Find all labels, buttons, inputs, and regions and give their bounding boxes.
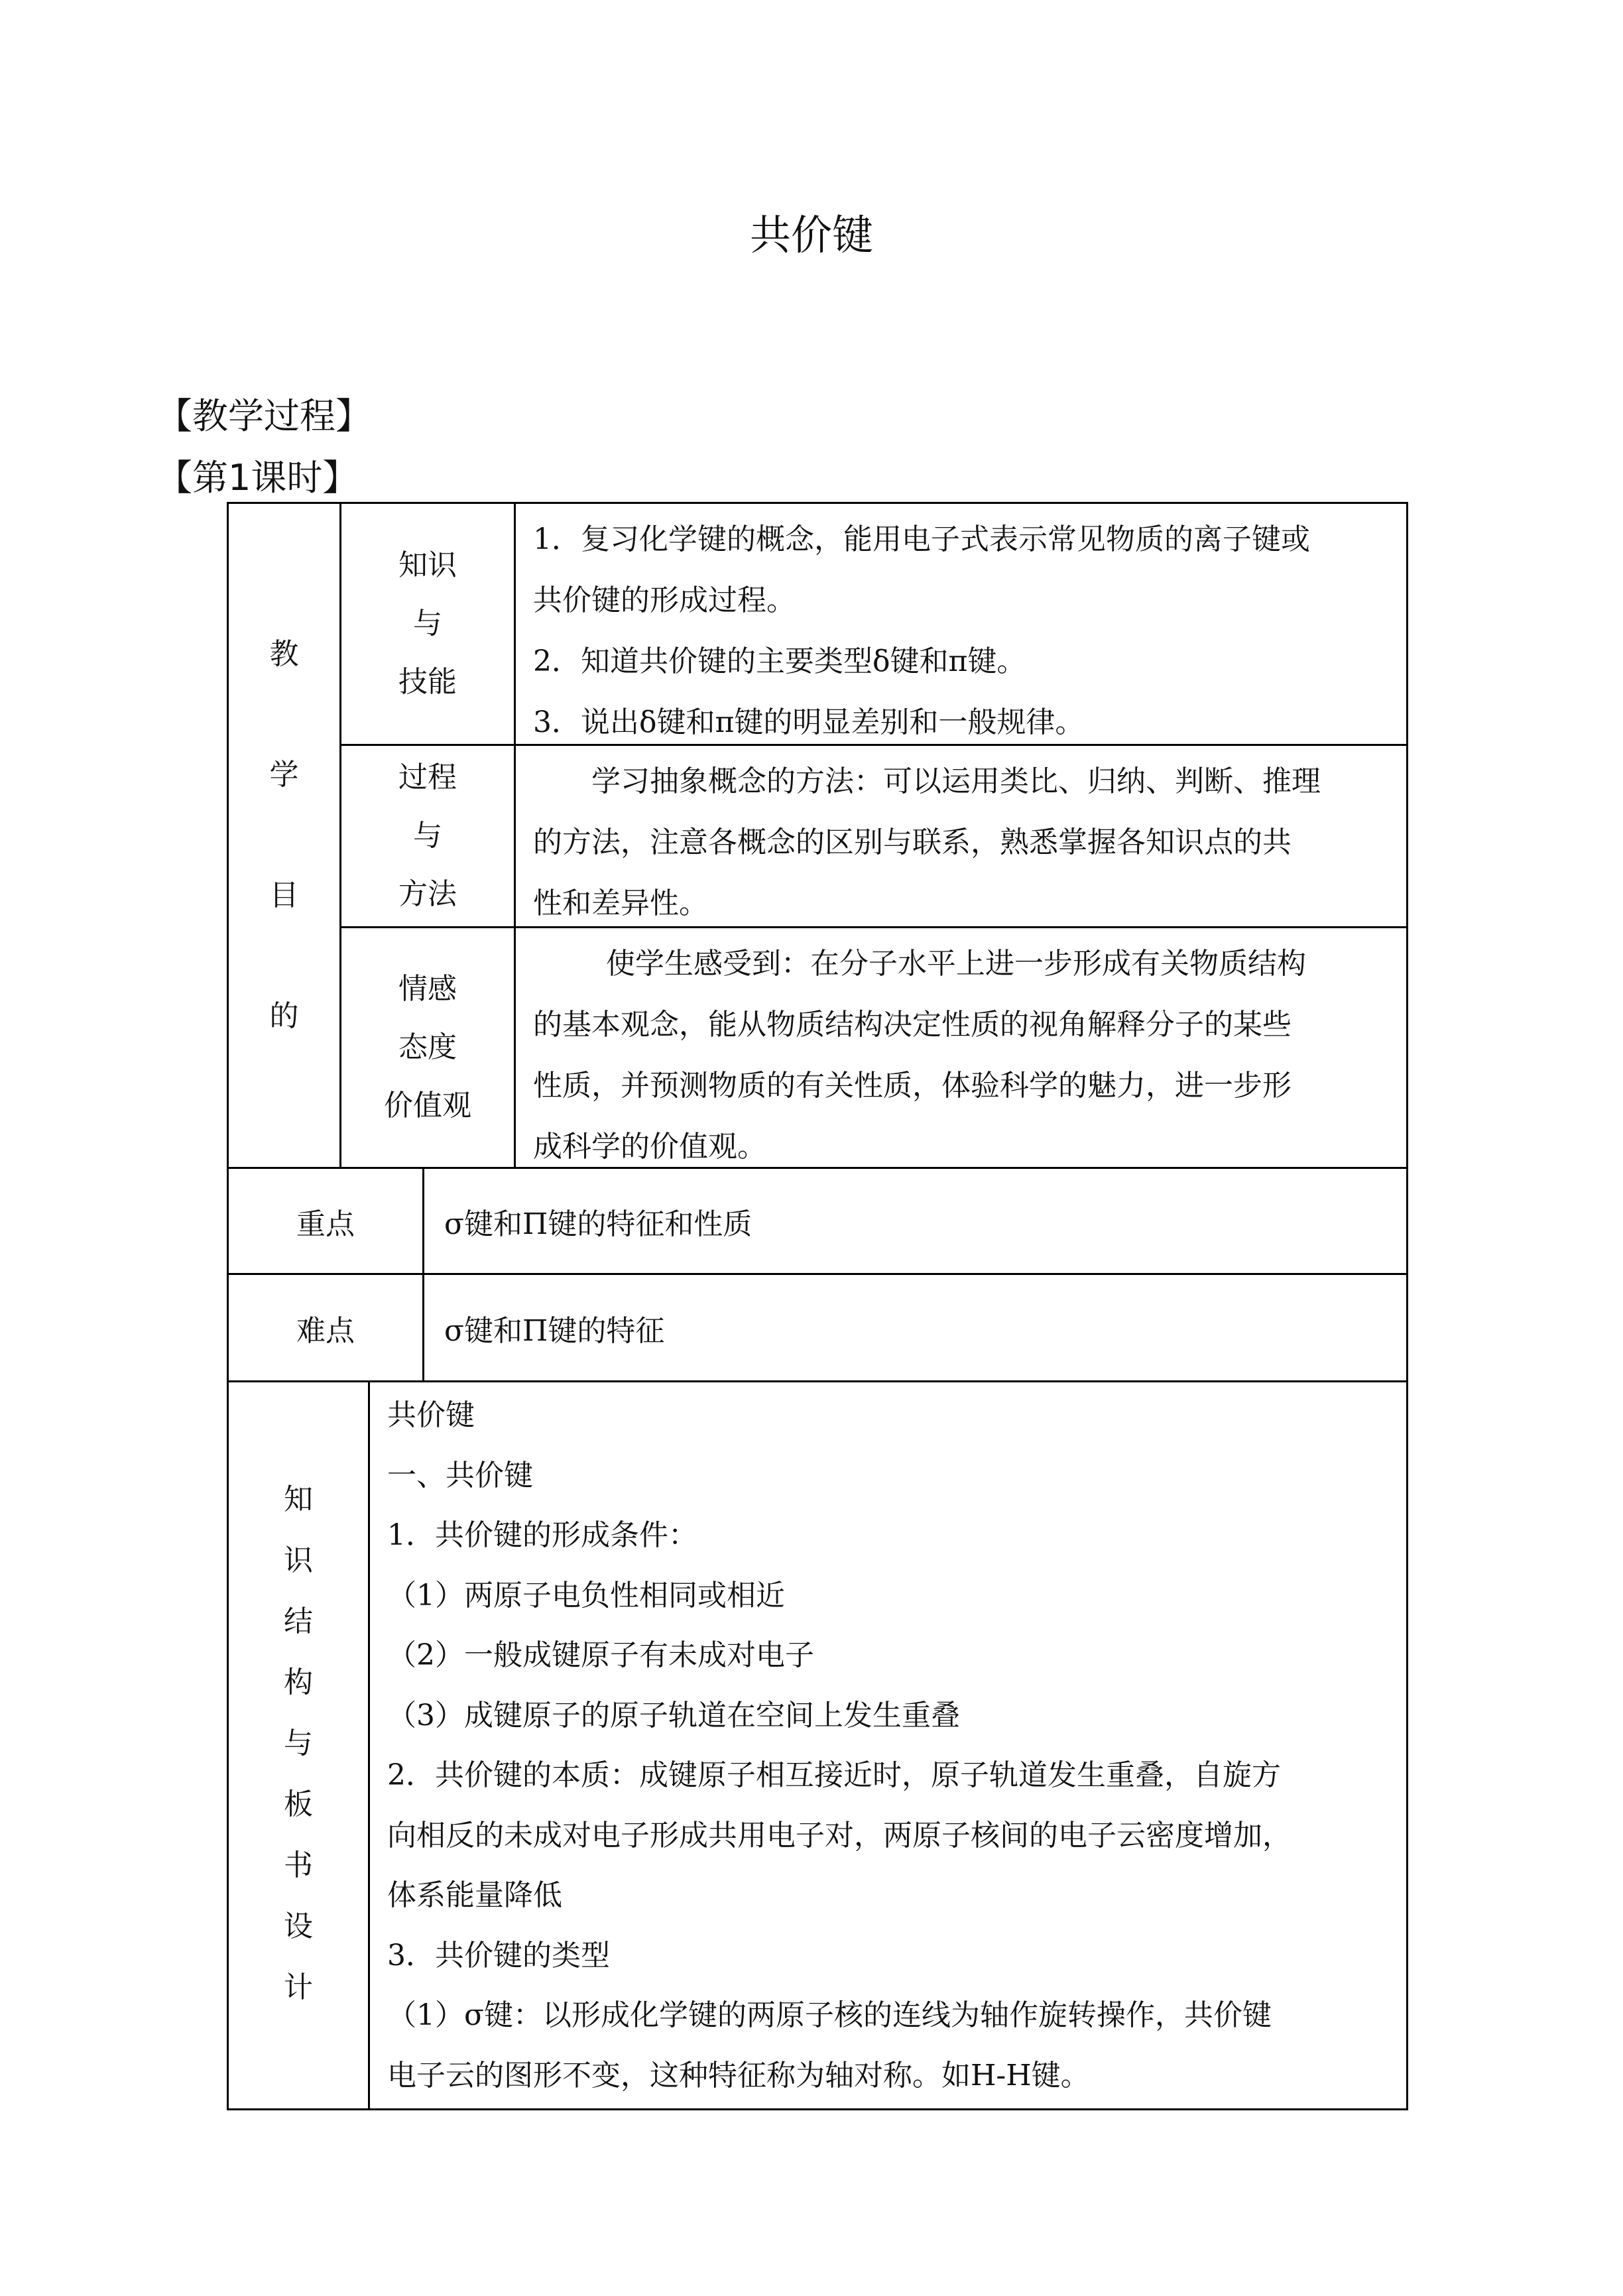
key-point-label: 重点 (296, 1207, 355, 1241)
objective-content-emotion-values: 使学生感受到：在分子水平上进一步形成有关物质结构 的基本观念，能从物质结构决定性质的视角解释分子的某些 性质，并预测物质的有关性质，体验科学的魅力，进一步形 成科学的价值观。 (533, 947, 1306, 1164)
knowledge-content: 共价键 一、共价键 1．共价键的形成条件： （1）两原子电负性相同或相近 （2）一般成键原子有未成对电子 （3）成键原子的原子轨道在空间上发生重叠 2．共价键的本质：成键原子相互接近时，原子轨道发生重叠，自旋方 向相反的未成对电子形成共用电子对，两原子核间的电子云密度增加， 体系能量降低 3．共价键的类型 （1）σ键：以形成化学键的两原子核的连线为轴作旋转操作，共价键 电子云的图形不变，这种特征称为轴对称。如H-H键。 (387, 1398, 1292, 2092)
page-title: 共价键 (749, 211, 873, 259)
objectives-category (229, 504, 339, 1167)
knowledge-category-char: 板 (284, 1787, 313, 1821)
section-heading-process: 【教学过程】 (156, 395, 371, 437)
objectives-category-char: 教 (269, 637, 299, 671)
objective-subcategory-emotion-values: 情感 态度 价值观 (384, 972, 471, 1122)
knowledge-category-char: 计 (284, 1970, 313, 2004)
difficulty-value: σ键和Π键的特征 (444, 1313, 665, 1348)
difficulty-label: 难点 (296, 1313, 355, 1348)
knowledge-category-char: 书 (284, 1848, 313, 1882)
knowledge-category-char: 设 (284, 1909, 313, 1943)
section-heading-lesson: 【第1课时】 (156, 457, 359, 499)
knowledge-category-char: 与 (284, 1726, 313, 1760)
objectives-category-char: 学 (269, 758, 299, 792)
objectives-category-char: 的 (269, 999, 299, 1033)
objective-content-process-methods: 学习抽象概念的方法：可以运用类比、归纳、判断、推理 的方法，注意各概念的区别与联系，熟悉掌握各知识点的共 性和差异性。 (533, 764, 1321, 920)
key-point-value: σ键和Π键的特征和性质 (444, 1207, 752, 1241)
objectives-category-char: 目 (269, 878, 299, 912)
knowledge-category-char: 构 (284, 1665, 313, 1699)
knowledge-category-char: 知 (284, 1482, 313, 1516)
knowledge-category (229, 1412, 368, 2075)
knowledge-category-char: 结 (284, 1604, 313, 1638)
objective-content-knowledge-skills: 1．复习化学键的概念，能用电子式表示常见物质的离子键或 共价键的形成过程。 2．知道共价键的主要类型δ键和π键。 3．说出δ键和π键的明显差别和一般规律。 (533, 522, 1310, 739)
knowledge-category-char: 识 (284, 1543, 313, 1577)
objective-subcategory-process-methods: 过程 与 方法 (398, 760, 457, 911)
objective-subcategory-knowledge-skills: 知识 与 技能 (398, 548, 457, 699)
